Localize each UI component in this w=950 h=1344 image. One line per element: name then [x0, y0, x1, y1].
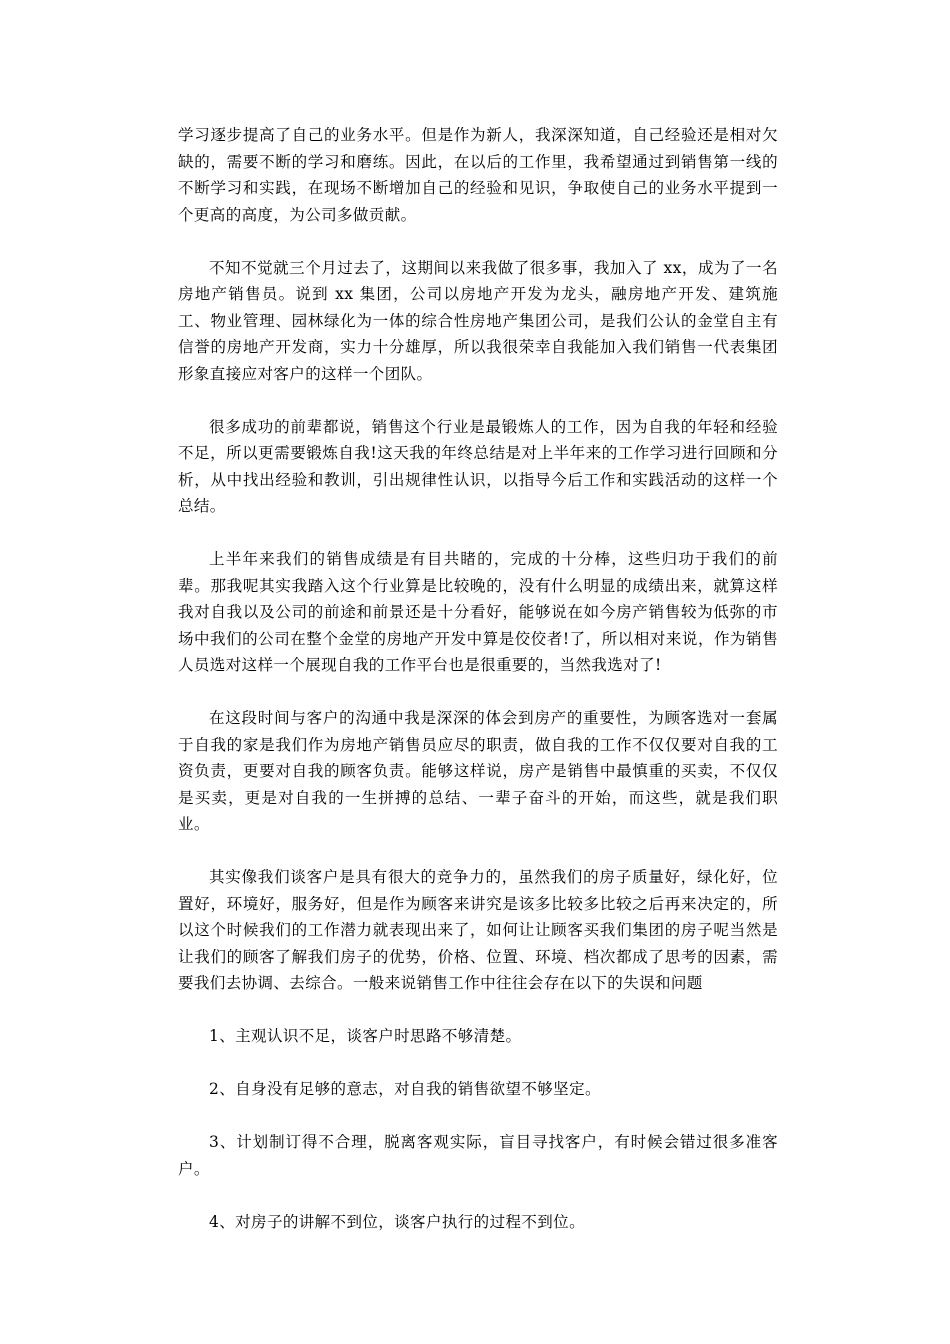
paragraph-3: 很多成功的前辈都说，销售这个行业是最锻炼人的工作，因为自我的年轻和经验不足，所以更需要锻炼自我!这天我的年终总结是对上半年来的工作学习进行回顾和分析，从中找出经验和教训，引出规律性认识，以指导今后工作和实践活动的这样一个总结。 — [178, 417, 778, 515]
paragraph-4: 上半年来我们的销售成绩是有目共睹的，完成的十分棒，这些归功于我们的前辈。那我呢其实我踏入这个行业算是比较晚的，没有什么明显的成绩出来，就算这样我对自我以及公司的前途和前景还是十分看好，能够说在如今房产销售较为低弥的市场中我们的公司在整个金堂的房地产开发中算是佼佼者!了，所以相对来说，作为销售人员选对这样一个展现自我的工作平台也是很重要的，当然我选对了! — [178, 550, 778, 674]
paragraph-5: 在这段时间与客户的沟通中我是深深的体会到房产的重要性，为顾客选对一套属于自我的家是我们作为房地产销售员应尽的职责，做自我的工作不仅仅要对自我的工资负责，更要对自我的顾客负责。能够这样说，房产是销售中最慎重的买卖，不仅仅是买卖，更是对自我的一生拼搏的总结、一辈子奋斗的开始，而这些，就是我们职业。 — [178, 709, 778, 833]
paragraph-6: 其实像我们谈客户是具有很大的竞争力的，虽然我们的房子质量好，绿化好，位置好，环境好，服务好，但是作为顾客来讲究是该多比较多比较之后再来决定的，所以这个时候我们的工作潜力就表现出来了，如何让让顾客买我们集团的房子呢当然是让我们的顾客了解我们房子的优势，价格、位置、环境、档次都成了思考的因素，需要我们去协调、去综合。一般来说销售工作中往往会存在以下的失误和问题 — [178, 868, 778, 992]
list-item-4: 4、对房子的讲解不到位，谈客户执行的过程不到位。 — [209, 1212, 585, 1231]
paragraph-2: 不知不觉就三个月过去了，这期间以来我做了很多事，我加入了 xx，成为了一名房地产销售员。说到 xx 集团，公司以房地产开发为龙头，融房地产开发、建筑施工、物业管理、园林绿化为一体的综合性房地产集团公司，是我们公认的金堂自主有信誉的房地产开发商，实力十分雄厚，所以我很荣幸自我能加入我们销售一代表集团形象直接应对客户的这样一个团队。 — [178, 258, 778, 383]
document-body — [178, 122, 778, 1262]
list-item-1: 1、主观认识不足，谈客户时思路不够清楚。 — [209, 1027, 522, 1045]
list-item-3: 3、计划制订得不合理，脱离客观实际，盲目寻找客户，有时候会错过很多准客户。 — [178, 1133, 778, 1178]
list-item-2: 2、自身没有足够的意志，对自我的销售欲望不够坚定。 — [209, 1080, 601, 1098]
paragraph-1: 学习逐步提高了自己的业务水平。但是作为新人，我深深知道，自己经验还是相对欠缺的，需要不断的学习和磨练。因此，在以后的工作里，我希望通过到销售第一线的不断学习和实践，在现场不断增加自己的经验和见识，争取使自己的业务水平提到一个更高的高度，为公司多做贡献。 — [178, 126, 778, 224]
